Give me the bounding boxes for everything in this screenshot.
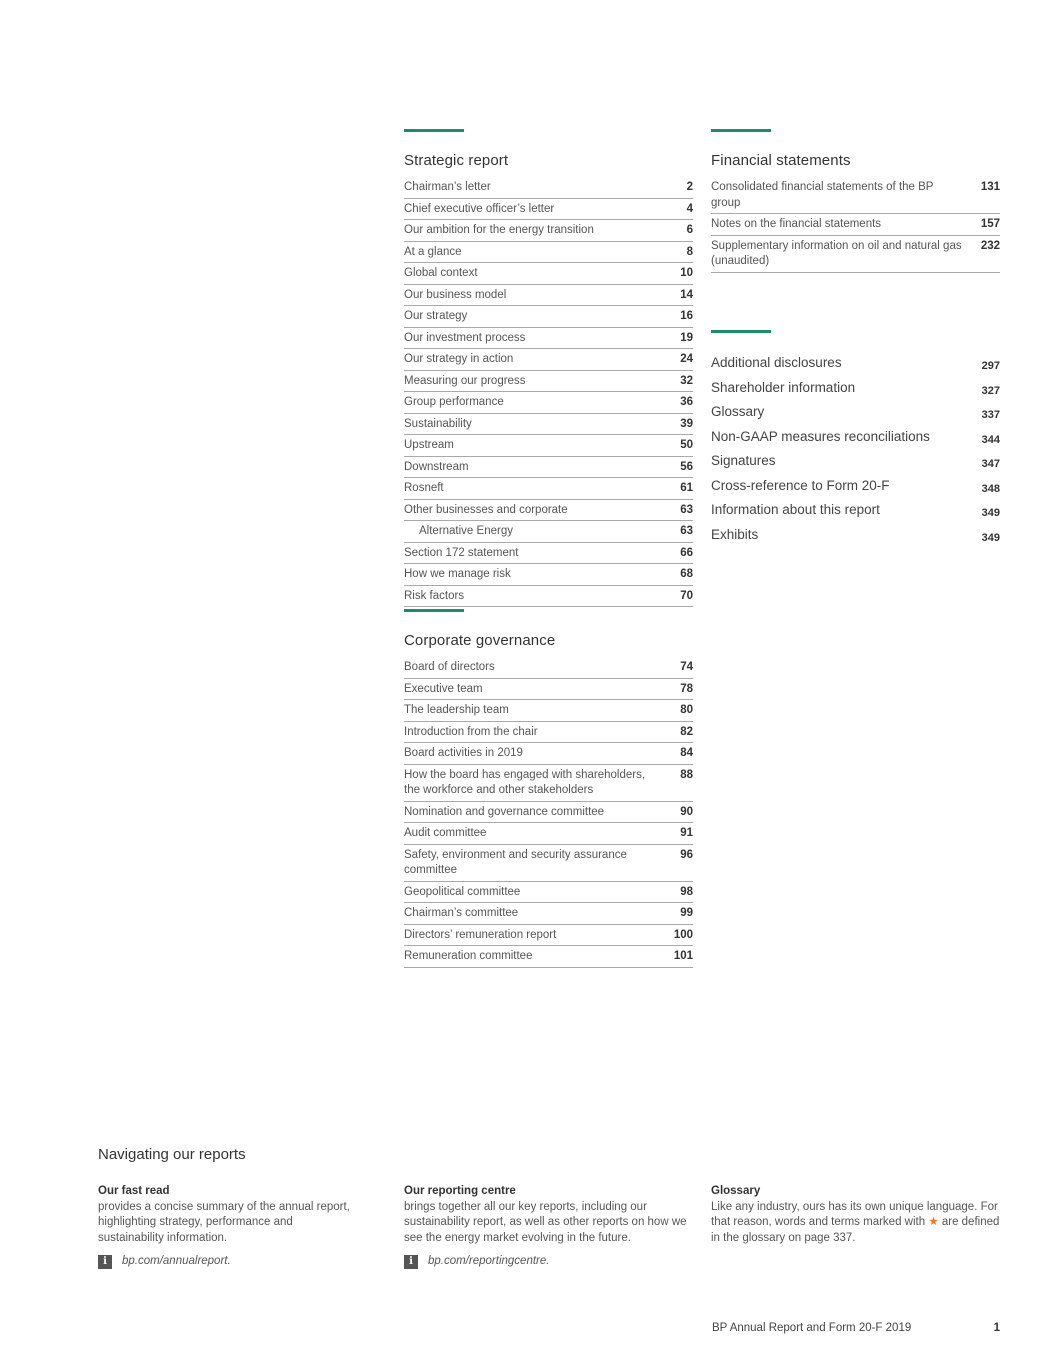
toc-entry[interactable] (404, 679, 693, 701)
toc-entry-page: 4 (686, 202, 693, 215)
toc-entry[interactable] (404, 700, 693, 722)
toc-entry-page: 68 (680, 568, 693, 580)
financial-statements-section (711, 129, 1000, 273)
toc-entry-label: Alternative Energy (419, 525, 513, 537)
fast-read-heading: Our fast read (98, 1185, 170, 1197)
toc-entry[interactable] (404, 802, 693, 824)
toc-entry-label: Board activities in 2019 (404, 747, 523, 759)
toc-entry-label: Measuring our progress (404, 374, 526, 387)
info-icon: i (98, 1255, 112, 1269)
toc-entry[interactable] (404, 478, 693, 500)
toc-entry[interactable] (404, 199, 693, 221)
toc-entry[interactable] (404, 285, 693, 307)
toc-entry-page: 349 (981, 507, 1000, 519)
reporting-centre-link[interactable] (404, 1254, 694, 1270)
toc-entry-label: Section 172 statement (404, 546, 519, 559)
toc-entry[interactable] (404, 765, 693, 802)
glossary-text-after: are defined in the glossary on page 337. (711, 1216, 1000, 1244)
glossary-text-before: Like any industry, ours has its own unique language. For that reason, words and terms marked with (711, 1200, 998, 1228)
toc-entry-label: Executive team (404, 682, 483, 695)
accent-bar (404, 609, 464, 612)
governance-toc-list (404, 657, 693, 968)
toc-entry[interactable] (711, 402, 1000, 427)
toc-entry[interactable] (404, 349, 693, 371)
footer-report-name: BP Annual Report and Form 20-F 2019 (712, 1322, 912, 1334)
section-title: Corporate governance (404, 632, 556, 649)
toc-entry[interactable] (404, 414, 693, 436)
toc-entry-label: Our investment process (404, 331, 526, 344)
toc-entry-label: Chairman’s letter (404, 181, 491, 193)
toc-entry-label: Nomination and governance committee (404, 805, 605, 818)
toc-entry-page: 349 (981, 531, 1000, 544)
toc-entry-page: 101 (673, 950, 693, 962)
toc-entry-page: 337 (981, 409, 1000, 421)
toc-entry-label: Non-GAAP measures reconciliations (711, 428, 930, 444)
toc-entry[interactable] (404, 543, 693, 565)
toc-entry-label: Our business model (404, 288, 507, 301)
accent-bar (711, 129, 771, 132)
page-footer (712, 1322, 1000, 1334)
toc-entry-label: The leadership team (404, 704, 509, 716)
toc-entry[interactable] (711, 378, 1000, 403)
fast-read-link[interactable] (98, 1254, 358, 1270)
toc-entry-page: 98 (680, 885, 693, 898)
toc-entry-page: 82 (680, 725, 693, 738)
toc-entry-page: 327 (981, 384, 1000, 397)
toc-entry-page: 8 (686, 245, 693, 258)
toc-entry[interactable] (711, 451, 1000, 476)
toc-entry[interactable] (404, 903, 693, 925)
toc-entry[interactable] (404, 435, 693, 457)
toc-entry[interactable] (404, 722, 693, 744)
toc-entry-label: Signatures (711, 453, 776, 468)
toc-entry[interactable] (404, 371, 693, 393)
toc-entry[interactable] (404, 242, 693, 264)
toc-entry-page: 232 (980, 239, 1000, 252)
toc-entry-page: 91 (680, 827, 693, 839)
toc-entry-label: Other businesses and corporate (404, 503, 568, 516)
toc-entry-page: 50 (680, 439, 693, 451)
toc-entry-page: 84 (680, 747, 693, 759)
toc-entry-label: Downstream (404, 460, 469, 473)
toc-entry-label: Our strategy (404, 310, 468, 322)
toc-entry[interactable] (711, 236, 1000, 273)
toc-entry-label: Information about this report (711, 502, 880, 517)
toc-entry[interactable] (404, 392, 693, 414)
toc-entry-page: 70 (680, 589, 693, 602)
toc-entry[interactable] (404, 882, 693, 904)
toc-entry-label: Chief executive officer’s letter (404, 202, 555, 215)
reporting-centre-heading: Our reporting centre (404, 1185, 516, 1197)
toc-entry-label: Our ambition for the energy transition (404, 224, 594, 236)
toc-entry[interactable] (711, 476, 1000, 501)
toc-entry-page: 6 (686, 224, 693, 236)
toc-entry-page: 14 (680, 288, 693, 301)
strategic-report-section (404, 129, 693, 607)
toc-entry[interactable] (404, 946, 693, 968)
toc-entry-page: 78 (680, 682, 693, 695)
toc-entry-label: Safety, environment and security assurance committee (404, 848, 627, 876)
toc-entry-label: Audit committee (404, 827, 487, 839)
toc-entry-page: 32 (680, 374, 693, 387)
toc-entry[interactable] (404, 586, 693, 608)
toc-entry-label: Global context (404, 267, 478, 279)
toc-entry-page: 63 (680, 525, 693, 537)
toc-entry-page: 36 (680, 396, 693, 408)
reporting-centre-text: brings together all our key reports, including our sustainability report, as well as other reports on how we see the energy market evolving in the future. (404, 1200, 687, 1244)
toc-entry-page: 157 (980, 218, 1000, 230)
toc-entry-page: 297 (981, 360, 1000, 372)
toc-entry[interactable] (404, 500, 693, 522)
toc-entry[interactable] (404, 220, 693, 242)
strategic-toc-list (404, 177, 693, 607)
toc-entry[interactable] (404, 263, 693, 285)
toc-entry-page: 63 (680, 503, 693, 516)
toc-entry-page: 56 (680, 460, 693, 473)
toc-entry-page: 131 (980, 181, 1000, 193)
additional-section (711, 330, 1000, 549)
toc-entry[interactable] (404, 925, 693, 947)
glossary-text (711, 1200, 1001, 1247)
toc-entry-page: 24 (680, 353, 693, 365)
additional-toc-list (711, 353, 1000, 549)
toc-entry-label: Group performance (404, 396, 504, 408)
toc-entry[interactable] (404, 177, 693, 199)
toc-entry-page: 96 (680, 848, 693, 861)
toc-entry[interactable] (711, 427, 1000, 452)
toc-entry[interactable] (404, 306, 693, 328)
toc-entry-page: 19 (680, 331, 693, 344)
toc-entry-page: 16 (680, 310, 693, 322)
toc-entry-page: 100 (673, 928, 693, 941)
reporting-centre-block (404, 1184, 694, 1270)
toc-entry-label: How the board has engaged with shareholders, the workforce and other stakeholders (404, 768, 646, 796)
toc-entry-label: Exhibits (711, 526, 759, 542)
glossary-block (711, 1184, 1001, 1246)
glossary-heading: Glossary (711, 1185, 761, 1197)
toc-entry-label: Glossary (711, 404, 765, 419)
toc-entry-label: Supplementary information on oil and natural gas (unaudited) (711, 239, 962, 267)
toc-entry[interactable] (711, 177, 1000, 214)
toc-entry[interactable] (404, 328, 693, 350)
toc-entry-label: Remuneration committee (404, 950, 533, 962)
toc-entry-label: Chairman’s committee (404, 907, 519, 919)
fast-read-url[interactable]: bp.com/annualreport. (122, 1255, 231, 1267)
toc-entry-label: How we manage risk (404, 568, 511, 580)
toc-entry-page: 99 (680, 907, 693, 919)
toc-entry-label: Our strategy in action (404, 353, 514, 365)
toc-entry-page: 2 (686, 181, 693, 193)
toc-entry-page: 344 (981, 433, 1000, 446)
toc-entry-page: 80 (680, 704, 693, 716)
reporting-centre-url[interactable]: bp.com/reportingcentre. (428, 1255, 550, 1267)
toc-entry-label: Additional disclosures (711, 355, 842, 370)
financial-toc-list (711, 177, 1000, 273)
toc-entry-label: Consolidated financial statements of the BP group (711, 181, 934, 209)
toc-entry[interactable] (404, 521, 693, 543)
toc-entry-label: Shareholder information (711, 379, 856, 395)
toc-entry-page: 74 (680, 661, 693, 673)
toc-entry[interactable] (404, 823, 693, 845)
section-title: Strategic report (404, 152, 509, 169)
toc-entry[interactable] (404, 845, 693, 882)
toc-entry-label: Upstream (404, 439, 454, 451)
toc-entry-label: Introduction from the chair (404, 725, 538, 738)
toc-entry-page: 39 (680, 417, 693, 430)
toc-entry[interactable] (711, 353, 1000, 378)
info-icon: i (404, 1255, 418, 1269)
toc-entry-page: 348 (981, 482, 1000, 495)
toc-entry-label: Board of directors (404, 661, 495, 673)
toc-entry[interactable] (711, 525, 1000, 550)
toc-entry-label: Rosneft (404, 482, 444, 494)
toc-entry-page: 66 (680, 546, 693, 559)
toc-entry[interactable] (711, 500, 1000, 525)
toc-entry[interactable] (404, 657, 693, 679)
toc-entry-label: Sustainability (404, 417, 472, 430)
toc-entry-page: 10 (680, 267, 693, 279)
toc-entry-label: Directors’ remuneration report (404, 928, 557, 941)
toc-entry-label: Notes on the financial statements (711, 218, 882, 230)
fast-read-text: provides a concise summary of the annual report, highlighting strategy, performance and sustainability information. (98, 1200, 350, 1244)
toc-entry-page: 90 (680, 805, 693, 818)
toc-entry-label: Risk factors (404, 589, 465, 602)
toc-entry[interactable] (404, 457, 693, 479)
accent-bar (404, 129, 464, 132)
footer-page-number: 1 (993, 1322, 1000, 1334)
toc-entry-page: 61 (680, 482, 693, 494)
toc-entry[interactable] (711, 214, 1000, 236)
section-title: Financial statements (711, 152, 851, 169)
toc-entry[interactable] (404, 743, 693, 765)
toc-entry-page: 347 (981, 458, 1000, 470)
star-icon: ★ (928, 1216, 939, 1228)
navigating-title: Navigating our reports (98, 1146, 246, 1163)
toc-entry-label: Geopolitical committee (404, 885, 521, 898)
fast-read-block (98, 1184, 358, 1270)
toc-entry-label: At a glance (404, 245, 462, 258)
toc-entry[interactable] (404, 564, 693, 586)
toc-entry-label: Cross-reference to Form 20-F (711, 477, 890, 493)
toc-entry-page: 88 (680, 768, 693, 781)
corporate-governance-section (404, 609, 693, 968)
